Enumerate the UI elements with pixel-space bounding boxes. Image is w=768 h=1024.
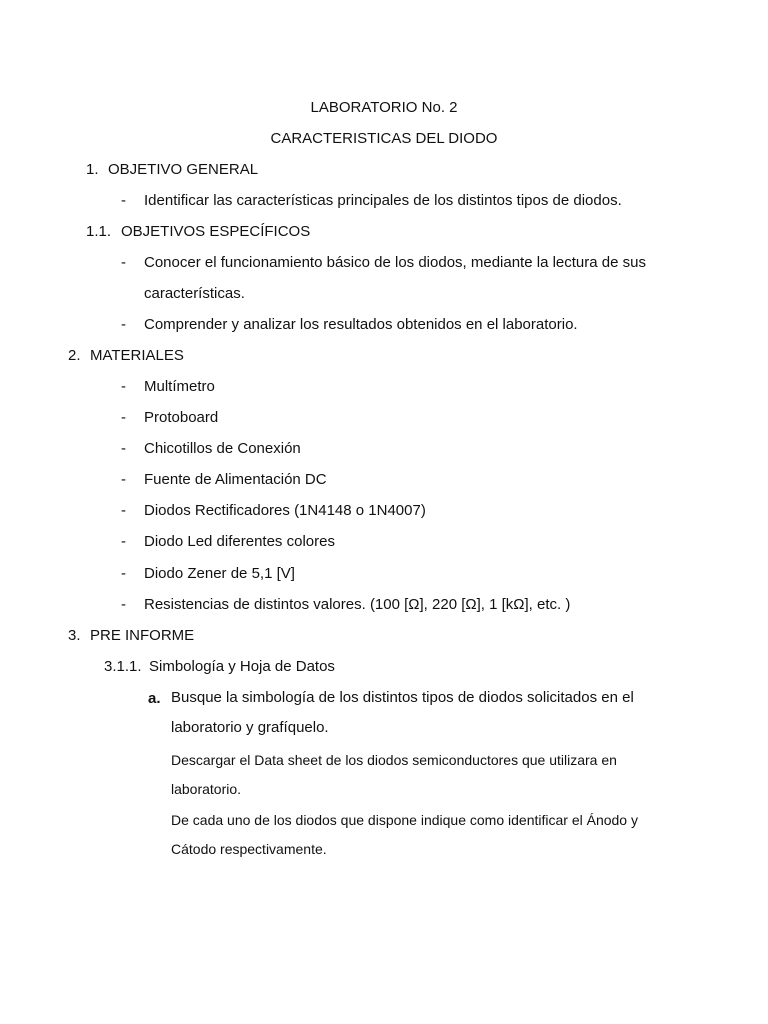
bullet-dash: - bbox=[121, 533, 126, 550]
section-number: 1. bbox=[86, 161, 99, 178]
section-title: PRE INFORME bbox=[90, 627, 195, 644]
bullet-dash: - bbox=[121, 502, 126, 519]
list-item: Conocer el funcionamiento básico de los diodos, mediante la lectura de sus bbox=[144, 254, 646, 271]
bullet-dash: - bbox=[121, 409, 126, 426]
item-a-text: Busque la simbología de los distintos tipos de diodos solicitados en el bbox=[171, 689, 634, 706]
material-item: Diodo Zener de 5,1 [V] bbox=[144, 565, 295, 582]
bullet-dash: - bbox=[121, 565, 126, 582]
section-title: Simbología y Hoja de Datos bbox=[149, 658, 335, 675]
paragraph-line: laboratorio. bbox=[171, 781, 242, 797]
material-item: Resistencias de distintos valores. (100 [Ω], 220 [Ω], 1 [kΩ], etc. ) bbox=[144, 596, 571, 613]
section-title: MATERIALES bbox=[90, 347, 184, 364]
item-a-continuation: laboratorio y grafíquelo. bbox=[171, 719, 329, 736]
material-item: Multímetro bbox=[144, 378, 215, 395]
section-number: 3.1.1. bbox=[104, 658, 142, 675]
bullet-dash: - bbox=[121, 254, 126, 271]
section-number: 3. bbox=[68, 627, 81, 644]
section-title: OBJETIVOS ESPECÍFICOS bbox=[121, 223, 311, 240]
list-item: Identificar las características principales de los distintos tipos de diodos. bbox=[144, 192, 622, 209]
bullet-dash: - bbox=[121, 316, 126, 333]
section-2-heading bbox=[68, 346, 184, 366]
subsection-3-1-1-heading bbox=[104, 657, 335, 677]
material-item: Chicotillos de Conexión bbox=[144, 440, 301, 457]
list-item: Comprender y analizar los resultados obtenidos en el laboratorio. bbox=[144, 316, 578, 333]
document-subtitle: CARACTERISTICAS DEL DIODO bbox=[270, 130, 498, 147]
material-item: Fuente de Alimentación DC bbox=[144, 471, 327, 488]
document-title: LABORATORIO No. 2 bbox=[310, 99, 458, 116]
section-1-1-heading bbox=[86, 222, 310, 242]
item-marker-a: a. bbox=[148, 690, 161, 707]
bullet-dash: - bbox=[121, 596, 126, 613]
paragraph-line: Descargar el Data sheet de los diodos semiconductores que utilizara en bbox=[171, 752, 617, 768]
paragraph-line: Cátodo respectivamente. bbox=[171, 841, 327, 857]
section-number: 2. bbox=[68, 347, 81, 364]
bullet-dash: - bbox=[121, 471, 126, 488]
paragraph-line: De cada uno de los diodos que dispone indique como identificar el Ánodo y bbox=[171, 812, 638, 828]
section-number: 1.1. bbox=[86, 223, 112, 240]
list-item-continuation: características. bbox=[144, 285, 245, 302]
section-3-heading bbox=[68, 626, 194, 646]
section-title: OBJETIVO GENERAL bbox=[108, 161, 259, 178]
bullet-dash: - bbox=[121, 192, 126, 209]
section-1-heading bbox=[86, 160, 258, 180]
bullet-dash: - bbox=[121, 378, 126, 395]
bullet-dash: - bbox=[121, 440, 126, 457]
material-item: Protoboard bbox=[144, 409, 219, 426]
material-item: Diodos Rectificadores (1N4148 o 1N4007) bbox=[144, 502, 426, 519]
material-item: Diodo Led diferentes colores bbox=[144, 533, 335, 550]
